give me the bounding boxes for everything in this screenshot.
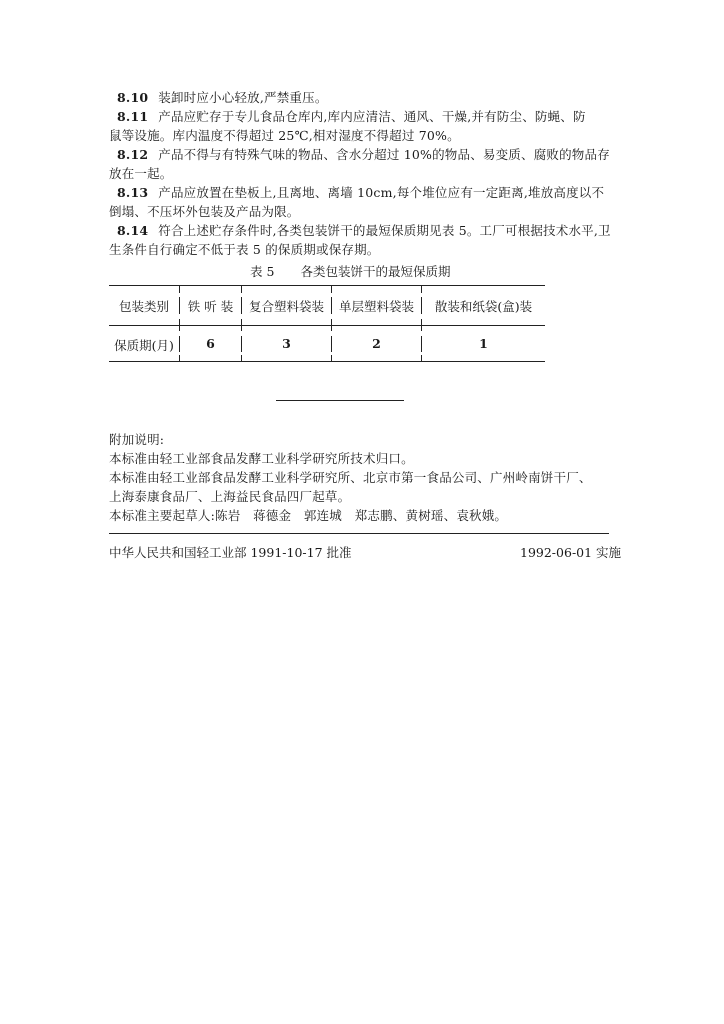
table-header-packaging-type: 包装类别 bbox=[118, 299, 169, 314]
table-row-label: 保质期(月) bbox=[114, 338, 174, 353]
table-caption bbox=[250, 262, 450, 280]
table-header-single-layer-plastic-bag: 单层塑料袋装 bbox=[338, 299, 414, 314]
column-divider-tick bbox=[241, 319, 242, 331]
table-cell-single-layer-value: 2 bbox=[372, 336, 381, 351]
clause-text: 产品应贮存于专儿食品仓库内,库内应清洁、通风、干燥,并有防尘、防蝇、防 bbox=[158, 109, 586, 124]
clause-8-12 bbox=[117, 146, 617, 164]
table-title: 各类包装饼干的最短保质期 bbox=[300, 264, 451, 279]
clause-number: 8.10 bbox=[117, 90, 149, 105]
footer-rule bbox=[109, 533, 609, 534]
approval-date: 中华人民共和国轻工业部 1991-10-17 批准 bbox=[109, 545, 352, 560]
clause-text: 装卸时应小心轻放,严禁重压。 bbox=[158, 90, 328, 105]
end-separator bbox=[276, 400, 404, 401]
column-divider-tick bbox=[179, 319, 180, 331]
table-cell-composite-value: 3 bbox=[282, 336, 291, 351]
table-cell-bulk-value: 1 bbox=[479, 336, 488, 351]
clause-8-11 bbox=[117, 108, 617, 126]
table-header-composite-plastic-bag: 复合塑料袋装 bbox=[248, 299, 324, 314]
notes-line: 上海泰康食品厂、上海益民食品四厂起草。 bbox=[109, 489, 351, 504]
table-top-rule bbox=[109, 285, 545, 286]
clause-text: 符合上述贮存条件时,各类包装饼干的最短保质期见表 5。工厂可根据技术水平,卫 bbox=[158, 223, 611, 238]
clause-8-14-continued: 生条件自行确定不低于表 5 的保质期或保存期。 bbox=[109, 242, 380, 257]
column-divider-tick bbox=[331, 285, 332, 293]
table-bottom-rule bbox=[109, 361, 545, 362]
notes-line: 本标准主要起草人:陈岩 蒋德金 郭连城 郑志鹏、黄树瑶、袁秋娥。 bbox=[109, 508, 508, 523]
clause-number: 8.11 bbox=[117, 109, 149, 124]
notes-title: 附加说明: bbox=[109, 432, 165, 447]
clause-8-13-continued: 倒塌、不压坏外包装及产品为限。 bbox=[109, 204, 300, 219]
column-divider-tick bbox=[421, 285, 422, 293]
column-divider-tick bbox=[241, 355, 242, 361]
clause-number: 8.12 bbox=[117, 147, 149, 162]
column-divider-tick bbox=[421, 355, 422, 361]
column-divider-tick bbox=[179, 285, 180, 293]
clause-8-11-continued: 鼠等设施。库内温度不得超过 25℃,相对湿度不得超过 70%。 bbox=[109, 128, 460, 143]
notes-line: 本标准由轻工业部食品发酵工业科学研究所、北京市第一食品公司、广州岭南饼干厂、 bbox=[109, 470, 592, 485]
clause-number: 8.13 bbox=[117, 185, 149, 200]
clause-text: 产品不得与有特殊气味的物品、含水分超过 10%的物品、易变质、腐败的物品存 bbox=[158, 147, 610, 162]
column-divider-tick bbox=[421, 319, 422, 331]
column-divider-tick bbox=[331, 355, 332, 361]
column-divider-tick bbox=[241, 285, 242, 293]
notes-line: 本标准由轻工业部食品发酵工业科学研究所技术归口。 bbox=[109, 451, 414, 466]
table-header-tin: 铁 听 装 bbox=[187, 299, 234, 314]
implementation-date: 1992-06-01 实施 bbox=[520, 545, 622, 560]
table-cell-tin-value: 6 bbox=[206, 336, 215, 351]
clause-number: 8.14 bbox=[117, 223, 149, 238]
clause-8-12-continued: 放在一起。 bbox=[109, 166, 173, 181]
clause-text: 产品应放置在垫板上,且离地、离墙 10cm,每个堆位应有一定距离,堆放高度以不 bbox=[158, 185, 605, 200]
column-divider-tick bbox=[331, 319, 332, 331]
table-header-bulk-paper-bag: 散装和纸袋(盒)装 bbox=[434, 299, 533, 314]
column-divider-tick bbox=[179, 355, 180, 361]
table-number: 表 5 bbox=[250, 264, 275, 279]
table-middle-rule bbox=[109, 325, 545, 326]
clause-8-14 bbox=[117, 222, 617, 240]
clause-8-13 bbox=[117, 184, 617, 202]
clause-8-10 bbox=[117, 89, 617, 107]
